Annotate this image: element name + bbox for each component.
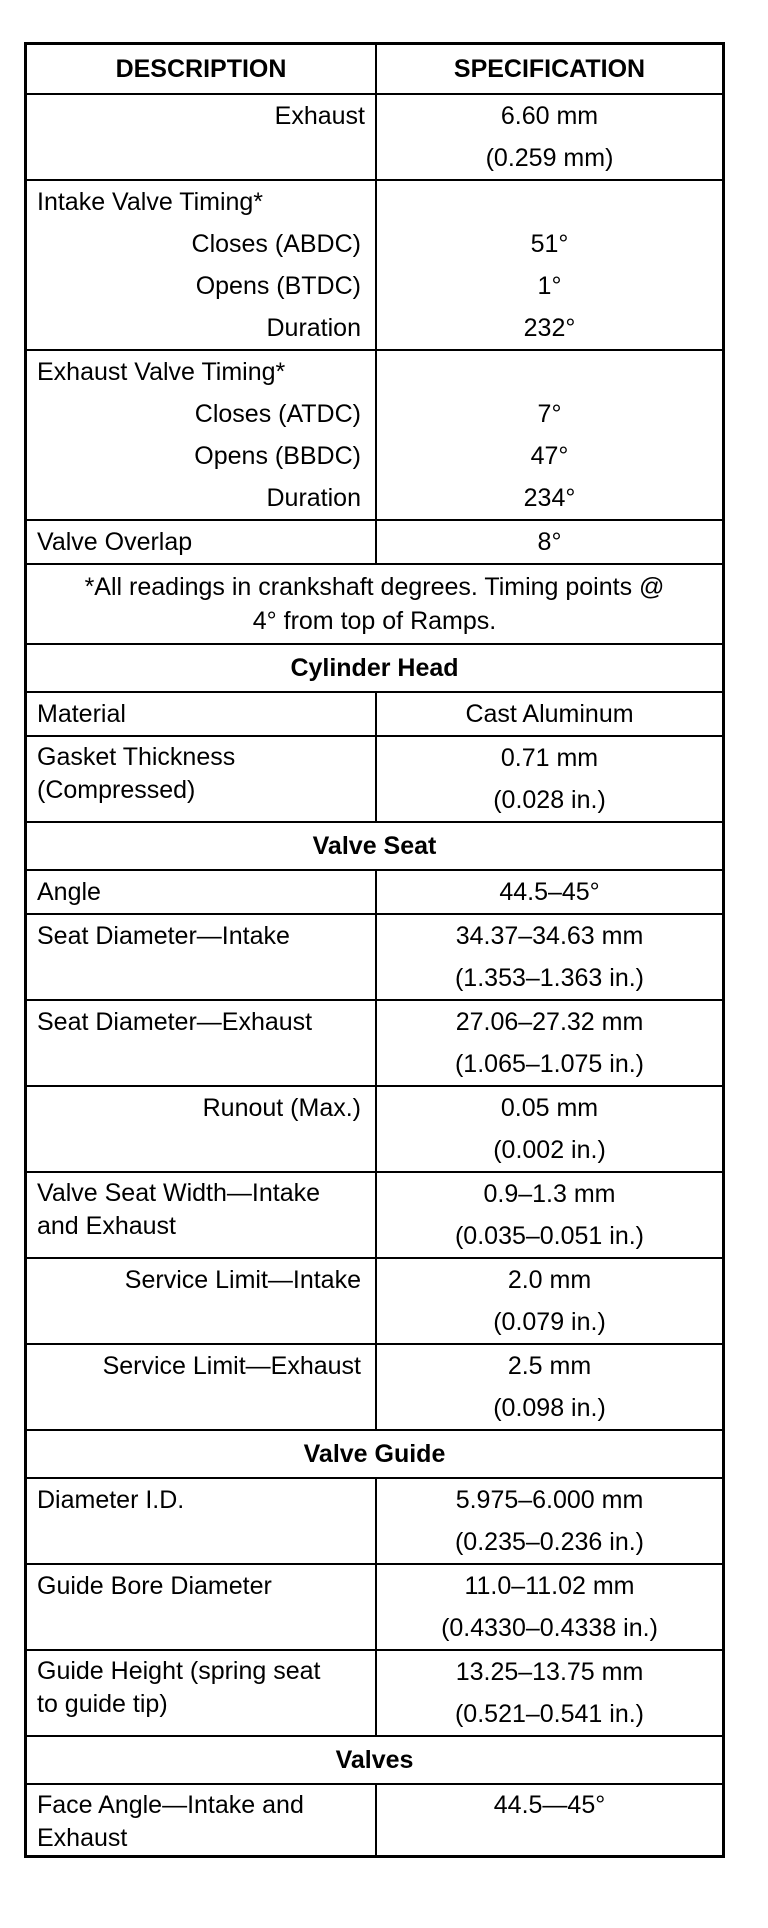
row-label: Duration xyxy=(266,314,361,342)
specification-table xyxy=(24,42,725,1858)
section-title: Valve Guide xyxy=(303,1440,446,1468)
section-title: Valve Seat xyxy=(312,832,437,860)
spec-value: 13.25–13.75 mm xyxy=(455,1658,644,1686)
footnote-text: *All readings in crankshaft degrees. Timing points @ xyxy=(84,573,665,601)
spec-value: 1° xyxy=(537,272,562,300)
table-row xyxy=(27,735,722,821)
spec-value: 27.06–27.32 mm xyxy=(455,1008,644,1036)
table-row xyxy=(27,691,722,735)
row-label: Face Angle—Intake and xyxy=(37,1791,304,1819)
spec-value: (0.028 in.) xyxy=(493,786,606,814)
table-row xyxy=(27,519,722,563)
spec-value: (0.4330–0.4338 in.) xyxy=(441,1614,658,1642)
row-label: Valve Seat Width—Intake xyxy=(37,1179,321,1207)
spec-value: 5.975–6.000 mm xyxy=(455,1486,644,1514)
table-row xyxy=(27,1171,722,1257)
table-row xyxy=(27,1563,722,1649)
spec-value: 47° xyxy=(530,442,569,470)
spec-value: 11.0–11.02 mm xyxy=(464,1572,635,1600)
row-label: Intake Valve Timing* xyxy=(37,188,264,216)
row-label: to guide tip) xyxy=(37,1690,168,1718)
row-label: Exhaust xyxy=(37,1824,128,1852)
section-header xyxy=(27,821,722,869)
spec-value: 6.60 mm xyxy=(500,102,599,130)
spec-value: (0.098 in.) xyxy=(493,1394,606,1422)
spec-value: (0.002 in.) xyxy=(493,1136,606,1164)
table-row xyxy=(27,913,722,999)
table-row xyxy=(27,1649,722,1735)
row-label: Material xyxy=(27,693,377,735)
row-label: Opens (BTDC) xyxy=(195,272,361,300)
table-row xyxy=(27,349,722,519)
spec-value: (0.521–0.541 in.) xyxy=(454,1700,645,1728)
table-header-row xyxy=(27,45,722,93)
row-label: Guide Height (spring seat xyxy=(37,1657,321,1685)
spec-value: 44.5–45° xyxy=(499,878,600,906)
spec-value: 34.37–34.63 mm xyxy=(455,922,644,950)
spec-value: 44.5—45° xyxy=(493,1791,606,1819)
row-label: Valve Overlap xyxy=(27,521,377,563)
section-title: Cylinder Head xyxy=(290,654,459,682)
spec-value: (0.035–0.051 in.) xyxy=(454,1222,645,1250)
section-header xyxy=(27,643,722,691)
row-label: Closes (ATDC) xyxy=(194,400,361,428)
spec-value: 7° xyxy=(537,400,562,428)
row-label: Service Limit—Intake xyxy=(124,1266,361,1294)
row-label: Duration xyxy=(266,484,361,512)
table-row xyxy=(27,869,722,913)
spec-value: 0.9–1.3 mm xyxy=(483,1180,616,1208)
table-row xyxy=(27,179,722,349)
spec-value: Cast Aluminum xyxy=(465,700,634,728)
section-title: Valves xyxy=(335,1746,414,1774)
table-row xyxy=(27,999,722,1085)
table-row xyxy=(27,1257,722,1343)
description-header: DESCRIPTION xyxy=(27,45,377,93)
spec-value: (0.079 in.) xyxy=(493,1308,606,1336)
spec-value: 8° xyxy=(537,528,562,556)
section-header xyxy=(27,1735,722,1783)
specification-header: SPECIFICATION xyxy=(453,55,646,83)
spec-value: (0.235–0.236 in.) xyxy=(454,1528,645,1556)
spec-value: 234° xyxy=(523,484,576,512)
footnote-row xyxy=(27,563,722,643)
row-label: Seat Diameter—Exhaust xyxy=(37,1008,313,1036)
row-label: Exhaust xyxy=(274,102,365,130)
footnote-text: 4° from top of Ramps. xyxy=(252,607,497,635)
spec-value: (1.065–1.075 in.) xyxy=(454,1050,645,1078)
row-label: Guide Bore Diameter xyxy=(37,1572,272,1600)
row-label: Angle xyxy=(27,871,377,913)
row-label: Service Limit—Exhaust xyxy=(102,1352,361,1380)
row-label: Closes (ABDC) xyxy=(191,230,361,258)
section-header xyxy=(27,1429,722,1477)
spec-value: (1.353–1.363 in.) xyxy=(454,964,645,992)
table-row xyxy=(27,93,722,179)
row-label: Gasket Thickness xyxy=(37,743,236,771)
table-row xyxy=(27,1477,722,1563)
row-label: and Exhaust xyxy=(37,1212,176,1240)
row-label: Runout (Max.) xyxy=(202,1094,361,1122)
table-row xyxy=(27,1783,722,1855)
spec-value: 2.0 mm xyxy=(507,1266,592,1294)
spec-value: 232° xyxy=(523,314,576,342)
spec-value: 0.71 mm xyxy=(500,744,599,772)
spec-value: 0.05 mm xyxy=(500,1094,599,1122)
table-row xyxy=(27,1085,722,1171)
row-label: Seat Diameter—Intake xyxy=(37,922,290,950)
row-label: Opens (BBDC) xyxy=(194,442,361,470)
table-row xyxy=(27,1343,722,1429)
spec-value: (0.259 mm) xyxy=(485,144,614,172)
row-label: (Compressed) xyxy=(37,776,196,804)
row-label: Diameter I.D. xyxy=(37,1486,185,1514)
spec-value: 51° xyxy=(530,230,569,258)
spec-value: 2.5 mm xyxy=(507,1352,592,1380)
row-label: Exhaust Valve Timing* xyxy=(37,358,286,386)
